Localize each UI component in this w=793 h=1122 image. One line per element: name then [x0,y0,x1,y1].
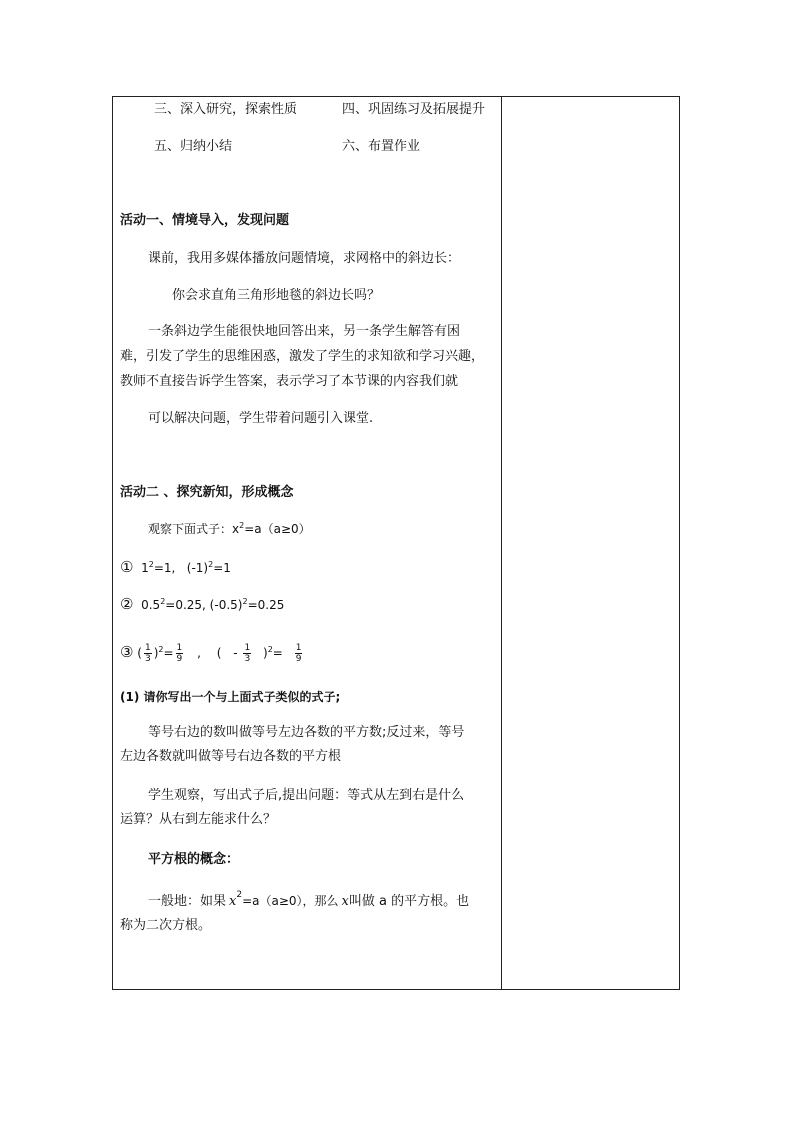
paragraph-5-line-1: 学生观察，写出式子后,提出问题：等式从左到右是什么 [148,788,465,803]
definition-line-2: 称为二次方根。 [120,918,212,933]
activity-1-paragraph-3-line-1: 一条斜边学生能很快地回答出来，另一条学生解答有困 [148,324,461,339]
paragraph-4-line-1: 等号右边的数叫做等号左边各数的平方数;反过来，等号 [148,725,465,740]
observe-line: 观察下面式子：$x^2=a(a\ge 0)$ [148,521,311,536]
fraction-one-third: $\frac{1}{3}$ [144,643,151,664]
activity-1-heading: 活动一、情境导入，发现问题 [120,213,290,228]
activity-1-paragraph-2: 你会求直角三角形地毯的斜边长吗？ [172,288,381,303]
definition-line-1: 一般地：如果 $x^2=a(a\ge 0)$，那么 x叫做 a 的平方根。也 [148,890,470,909]
column-divider [501,97,502,989]
step-5-text: 五、归纳小结 [154,139,233,154]
step-6-text: 六、布置作业 [342,139,421,154]
activity-1-paragraph-1: 课前，我用多媒体播放问题情境，求网格中的斜边长： [148,251,461,266]
step-3-text: 三、深入研究，探索性质 [154,102,298,117]
fraction-minus-one-third: $\frac{1}{3}$ [244,643,251,664]
step-4-text: 四、巩固练习及拓展提升 [342,102,486,117]
equation-3: ③ ( $\frac{1}{3}$ )$^2$= $\frac{1}{9}$ , ( - $\frac{1}{3}$ )$^2$= $\frac{1}{9}$ [120,643,302,664]
equation-2: ② $0.5^2=0.25$, $(-0.5)^2=0.25$ [120,595,285,613]
paragraph-4-line-2: 左边各数就叫做等号右边各数的平方根 [120,749,342,764]
equation-1: ① $1^2=1$, $(-1)^2=1$ [120,558,231,576]
fraction-one-ninth-2: $\frac{1}{9}$ [295,643,302,664]
paragraph-5-line-2: 运算？从右到左能求什么？ [120,812,277,827]
activity-1-paragraph-3-line-2: 难，引发了学生的思维困惑，激发了学生的求知欲和学习兴趣， [120,349,485,364]
activity-1-paragraph-3-line-3: 教师不直接告诉学生答案，表示学习了本节课的内容我们就 [120,374,459,389]
question-1: (1) 请你写出一个与上面式子类似的式子; [120,690,341,704]
concept-heading: 平方根的概念： [148,852,240,867]
activity-1-paragraph-3-line-4: 可以解决问题，学生带着问题引入课堂. [148,411,374,426]
fraction-one-ninth: $\frac{1}{9}$ [176,643,183,664]
activity-2-heading: 活动二 、探究新知，形成概念 [120,485,294,500]
